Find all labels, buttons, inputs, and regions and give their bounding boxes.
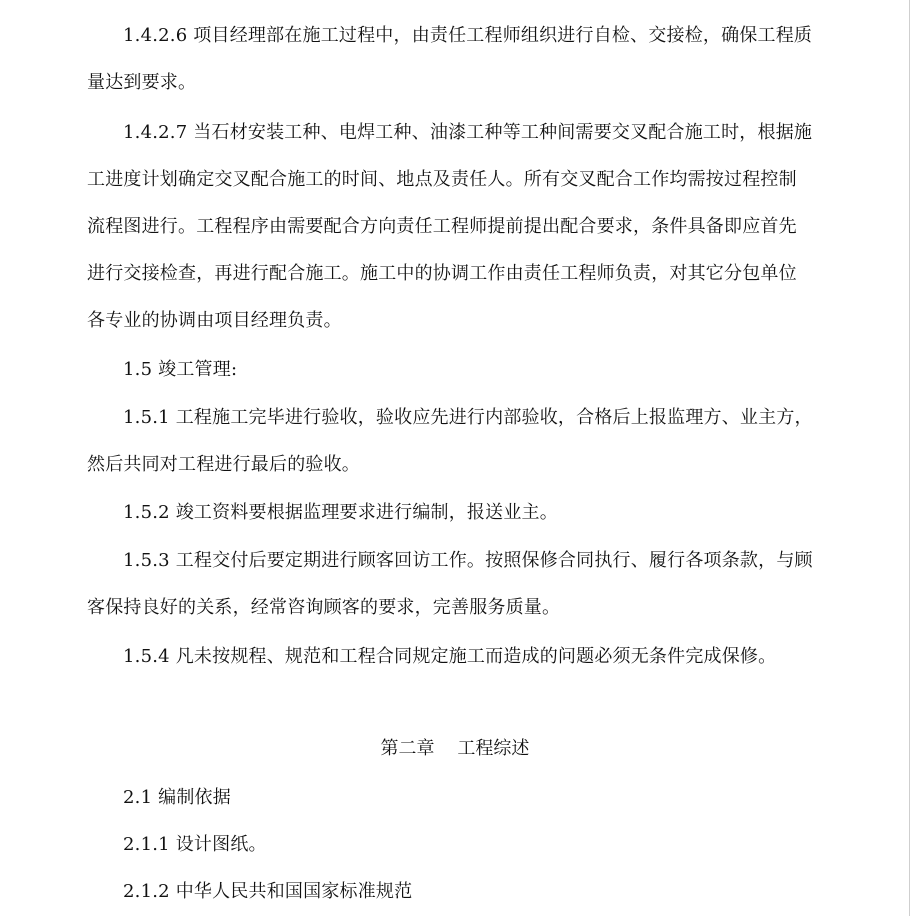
- paragraph-1.4.2.7-line-4: 进行交接检查，再进行配合施工。施工中的协调工作由责任工程师负责，对其它分包单位: [87, 263, 797, 284]
- paragraph-1.5.2: 1.5.2 竣工资料要根据监理要求进行编制，报送业主。: [123, 502, 558, 523]
- paragraph-1.5.1-line-2: 然后共同对工程进行最后的验收。: [87, 454, 360, 475]
- paragraph-1.4.2.7-line-5: 各专业的协调由项目经理负责。: [87, 310, 342, 331]
- chapter-2-title: 第二章 工程综述: [380, 738, 530, 759]
- paragraph-1.5.3-line-2: 客保持良好的关系，经常咨询顾客的要求，完善服务质量。: [87, 597, 561, 618]
- section-2.1-heading: 2.1 编制依据: [123, 787, 231, 808]
- paragraph-1.4.2.7-line-1: 1.4.2.7 当石材安装工种、电焊工种、油漆工种等工种间需要交叉配合施工时，根据施: [123, 122, 813, 143]
- item-2.1.2: 2.1.2 中华人民共和国国家标准规范: [123, 881, 413, 902]
- paragraph-1.5.4: 1.5.4 凡未按规程、规范和工程合同规定施工而造成的问题必须无条件完成保修。: [123, 646, 777, 667]
- item-2.1.1: 2.1.1 设计图纸。: [123, 834, 267, 855]
- paragraph-1.5.3-line-1: 1.5.3 工程交付后要定期进行顾客回访工作。按照保修合同执行、履行各项条款，与顾: [123, 550, 813, 571]
- paragraph-1.4.2.7-line-3: 流程图进行。工程程序由需要配合方向责任工程师提前提出配合要求，条件具备即应首先: [87, 216, 797, 237]
- section-1.5-heading: 1.5 竣工管理:: [123, 359, 238, 380]
- paragraph-1.4.2.6-line-1: 1.4.2.6 项目经理部在施工过程中，由责任工程师组织进行自检、交接检，确保工程质: [123, 25, 813, 46]
- paragraph-1.5.1-line-1: 1.5.1 工程施工完毕进行验收，验收应先进行内部验收，合格后上报监理方、业主方，: [123, 407, 813, 428]
- paragraph-1.4.2.7-line-2: 工进度计划确定交叉配合施工的时间、地点及责任人。所有交叉配合工作均需按过程控制: [87, 169, 797, 190]
- paragraph-1.4.2.6-line-2: 量达到要求。: [87, 72, 197, 93]
